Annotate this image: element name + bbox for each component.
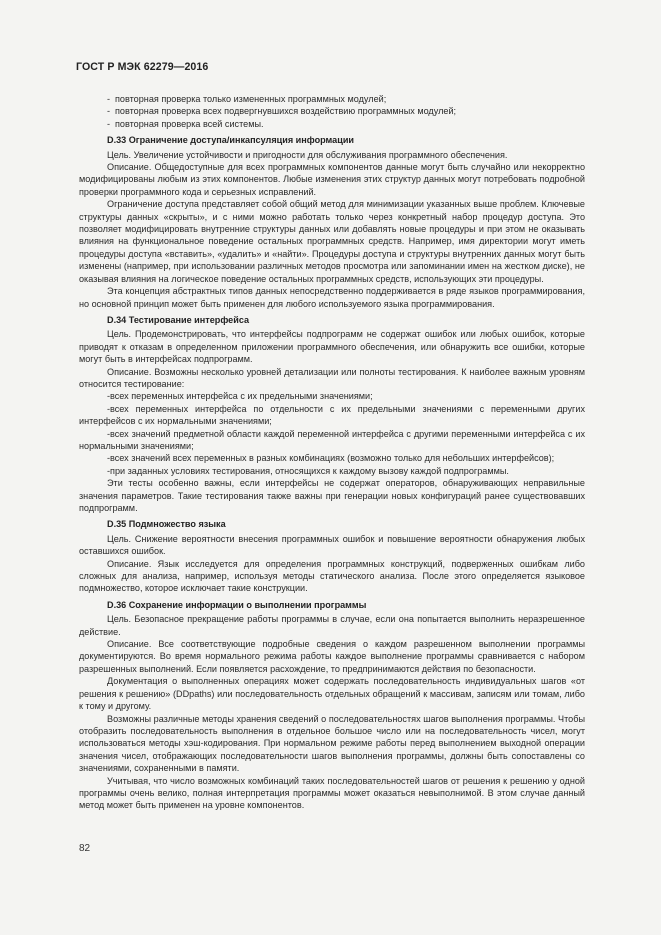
- list-item: -при заданных условиях тестирования, относящихся к каждому вызову каждой подпрограммы.: [107, 465, 509, 476]
- section-title-d35: D.35 Подмножество языка: [107, 519, 226, 530]
- list-item: -всех переменных интерфейса с их предельными значениями;: [107, 391, 373, 402]
- section-title-d34: D.34 Тестирование интерфейса: [107, 314, 250, 325]
- document-body: [79, 93, 585, 812]
- paragraph: Документация о выполненных операциях может содержать последовательность индивидуальных шагов «от решения к решению» (DDpaths) или последовательность отдельных обращений к массивам, записям или томам, либо к тому и другому.: [79, 676, 585, 712]
- paragraph: Описание. Язык исследуется для определения программных конструкций, подверженных ошибкам либо сложных для анализа, например, используя методы статического анализа. После этого определяется языковое подмножество, которое исключает такие конструкции.: [79, 558, 585, 594]
- paragraph: Цель. Безопасное прекращение работы программы в случае, если она попытается выполнить неразрешенное действие.: [79, 614, 585, 637]
- list-item: - повторная проверка всей системы.: [107, 118, 264, 129]
- list-item: -всех переменных интерфейса по отдельности с их предельными значениями с переменными других интерфейсов с их нормальными значениями;: [79, 403, 585, 427]
- list-item: - повторная проверка всех подвергнувшихся воздействию программных модулей;: [107, 106, 457, 117]
- list-item: - повторная проверка только измененных программных модулей;: [107, 94, 387, 104]
- page-number: 82: [79, 843, 91, 854]
- paragraph: Цель. Снижение вероятности внесения программных ошибок и повышение вероятности обнаружения любых оставшихся ошибок.: [79, 533, 585, 557]
- paragraph: Эта концепция абстрактных типов данных непосредственно поддерживается в ряде языков программирования, но основной принцип может быть применен для любого используемого языка программирования.: [79, 286, 585, 309]
- section-title-d36: D.36 Сохранение информации о выполнении программы: [107, 599, 367, 610]
- paragraph: Ограничение доступа представляет собой общий метод для минимизации указанных выше проблем. Ключевые структуры данных «скрыты», и с ними можно работать только через конкретный набор процедур доступа. Это позволяет модифицировать внутренние структуры данных или добавлять новые процедуры и при этом не оказывать влияния на функциональное поведение остальных программных средств. Например, имя директории могут иметь процедуры доступа «вставить», «удалить» и «найти». Процедуры доступа и структуры внутренних данных могут быть изменены (например, при использовании различных методов просмотра или запоминании имен на жестком диске), не оказывая влияния на логическое поведение остальных программных средств, использующих эти процедуры.: [79, 199, 585, 284]
- list-item: -всех значений всех переменных в разных комбинациях (возможно только для небольших интерфейсов);: [107, 453, 555, 464]
- paragraph: Цель. Продемонстрировать, что интерфейсы подпрограмм не содержат ошибок или любых ошибок, которые приводят к отказам в определенном приложении программного обеспечения, или обнаружить все ошибки, которые могут быть в интерфейсах подпрограмм.: [79, 329, 585, 365]
- section-title-d33: D.33 Ограничение доступа/инкапсуляция информации: [107, 135, 354, 146]
- paragraph: Цель. Увеличение устойчивости и пригодности для обслуживания программного обеспечения.: [107, 149, 508, 160]
- paragraph: Эти тесты особенно важны, если интерфейсы не содержат операторов, обнаруживающих неправильные значения параметров. Такие тестирования также важны при генерации новых конфигураций ранее существовавших подпрограмм.: [79, 478, 585, 513]
- paragraph: Учитывая, что число возможных комбинаций таких последовательностей шагов от решения к решению у одной программы очень велико, полная интерпретация программы может оказаться невыполнимой. В этом случае данный метод может быть применен на уровне компонентов.: [79, 775, 585, 811]
- paragraph: Описание. Все соответствующие подробные сведения о каждом разрешенном выполнении программы документируются. Во время нормального режима работы каждое выполнение программы сравнивается с набором разрешенных выполнений. Если появляется расхождение, то предпринимаются действия по безопасности.: [79, 639, 585, 674]
- document-header: ГОСТ Р МЭК 62279—2016: [76, 61, 209, 73]
- paragraph: Описание. Возможны несколько уровней детализации или полноты тестирования. К наиболее важным уровням относится тестирование:: [79, 366, 585, 389]
- paragraph: Описание. Общедоступные для всех программных компонентов данные могут быть случайно или некорректно модифицированы любым из этих компонентов. Любые изменения этих структур данных могут потребовать подробной проверки программного кода и серьезных исправлений.: [79, 162, 585, 197]
- list-item: -всех значений предметной области каждой переменной интерфейса с другими переменными интерфейса с их нормальными значениями;: [79, 428, 585, 451]
- paragraph: Возможны различные методы хранения сведений о последовательностях шагов выполнения программы. Чтобы отобразить последовательность выполнения в отдельное большое число или на последовательность чисел, могут использоваться методы хэш-кодирования. При нормальном режиме работы перед выполнением выходной операции значения чисел, отображающих последовательности шагов выполнения программы, должны быть сопоставлены со значениями, сохраненными в памяти.: [79, 713, 585, 774]
